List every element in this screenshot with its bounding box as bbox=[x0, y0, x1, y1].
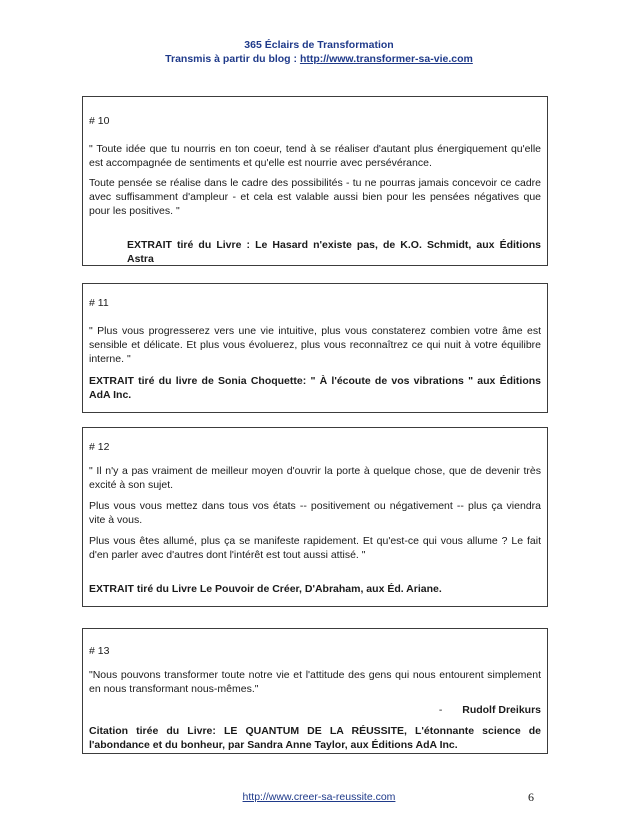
entry-paragraph: Plus vous êtes allumé, plus ça se manifeste rapidement. Et qu'est-ce qui vous allume ? Le fait d'en parler avec d'autres dont l'intérêt est tout aussi attisé. " bbox=[89, 535, 541, 561]
entry-number: # 12 bbox=[89, 441, 110, 453]
blog-source-line bbox=[0, 52, 638, 66]
document-title: 365 Éclairs de Transformation bbox=[244, 39, 394, 51]
entry-paragraph: Plus vous vous mettez dans tous vos états -- positivement ou négativement -- plus ça viendra vite à vous. bbox=[89, 500, 541, 526]
entry-paragraph: "Nous pouvons transformer toute notre vie et l'attitude des gens qui nous entourent simplement en nous transformant nous-mêmes." bbox=[89, 669, 541, 695]
entry-box-10 bbox=[82, 96, 548, 266]
entry-source: EXTRAIT tiré du Livre : Le Hasard n'existe pas, de K.O. Schmidt, aux Éditions Astra bbox=[127, 239, 541, 265]
entry-box-13 bbox=[82, 628, 548, 754]
entry-number: # 10 bbox=[89, 115, 110, 127]
page-header bbox=[0, 38, 638, 66]
entry-box-12 bbox=[82, 427, 548, 607]
entry-source: EXTRAIT tiré du Livre Le Pouvoir de Créer, D'Abraham, aux Éd. Ariane. bbox=[89, 583, 442, 595]
blog-link[interactable]: http://www.transformer-sa-vie.com bbox=[299, 53, 473, 65]
blog-source-prefix: Transmis à partir du blog : bbox=[165, 53, 300, 65]
entry-author-line bbox=[89, 703, 541, 717]
entry-number: # 11 bbox=[89, 297, 109, 309]
page-number: 6 bbox=[528, 790, 534, 804]
entry-number: # 13 bbox=[89, 645, 110, 657]
entry-paragraph: " Toute idée que tu nourris en ton coeur, tend à se réaliser d'autant plus énergiquement qu'elle est accompagnée de sentiments et qu'elle est nourrie avec persévérance. bbox=[89, 143, 541, 169]
footer-link[interactable]: http://www.creer-sa-reussite.com bbox=[242, 791, 396, 803]
entry-source: Citation tirée du Livre: LE QUANTUM DE LA RÉUSSITE, L'étonnante science de l'abondance et du bonheur, par Sandra Anne Taylor, aux Éditions AdA Inc. bbox=[89, 725, 541, 751]
entry-source: EXTRAIT tiré du livre de Sonia Choquette: " À l'écoute de vos vibrations " aux Éditions AdA Inc. bbox=[89, 375, 541, 401]
entry-paragraph: " Plus vous progresserez vers une vie intuitive, plus vous constaterez combien votre âme est sensible et délicate. Et plus vous évoluerez, plus vous reconnaîtrez ce qui nuit à votre équilibre interne. " bbox=[89, 325, 541, 365]
author-name: Rudolf Dreikurs bbox=[462, 704, 541, 716]
entry-paragraph: " Il n'y a pas vraiment de meilleur moyen d'ouvrir la porte à quelque chose, que de devenir très excité à son sujet. bbox=[89, 465, 541, 491]
entry-paragraph: Toute pensée se réalise dans le cadre des possibilités - tu ne pourras jamais concevoir ce cadre avec suffisamment d'ampleur - et cela est valable aussi bien pour les pensées négatives que pour les positives. " bbox=[89, 177, 541, 217]
author-dash: - bbox=[438, 704, 443, 716]
entry-box-11 bbox=[82, 283, 548, 413]
